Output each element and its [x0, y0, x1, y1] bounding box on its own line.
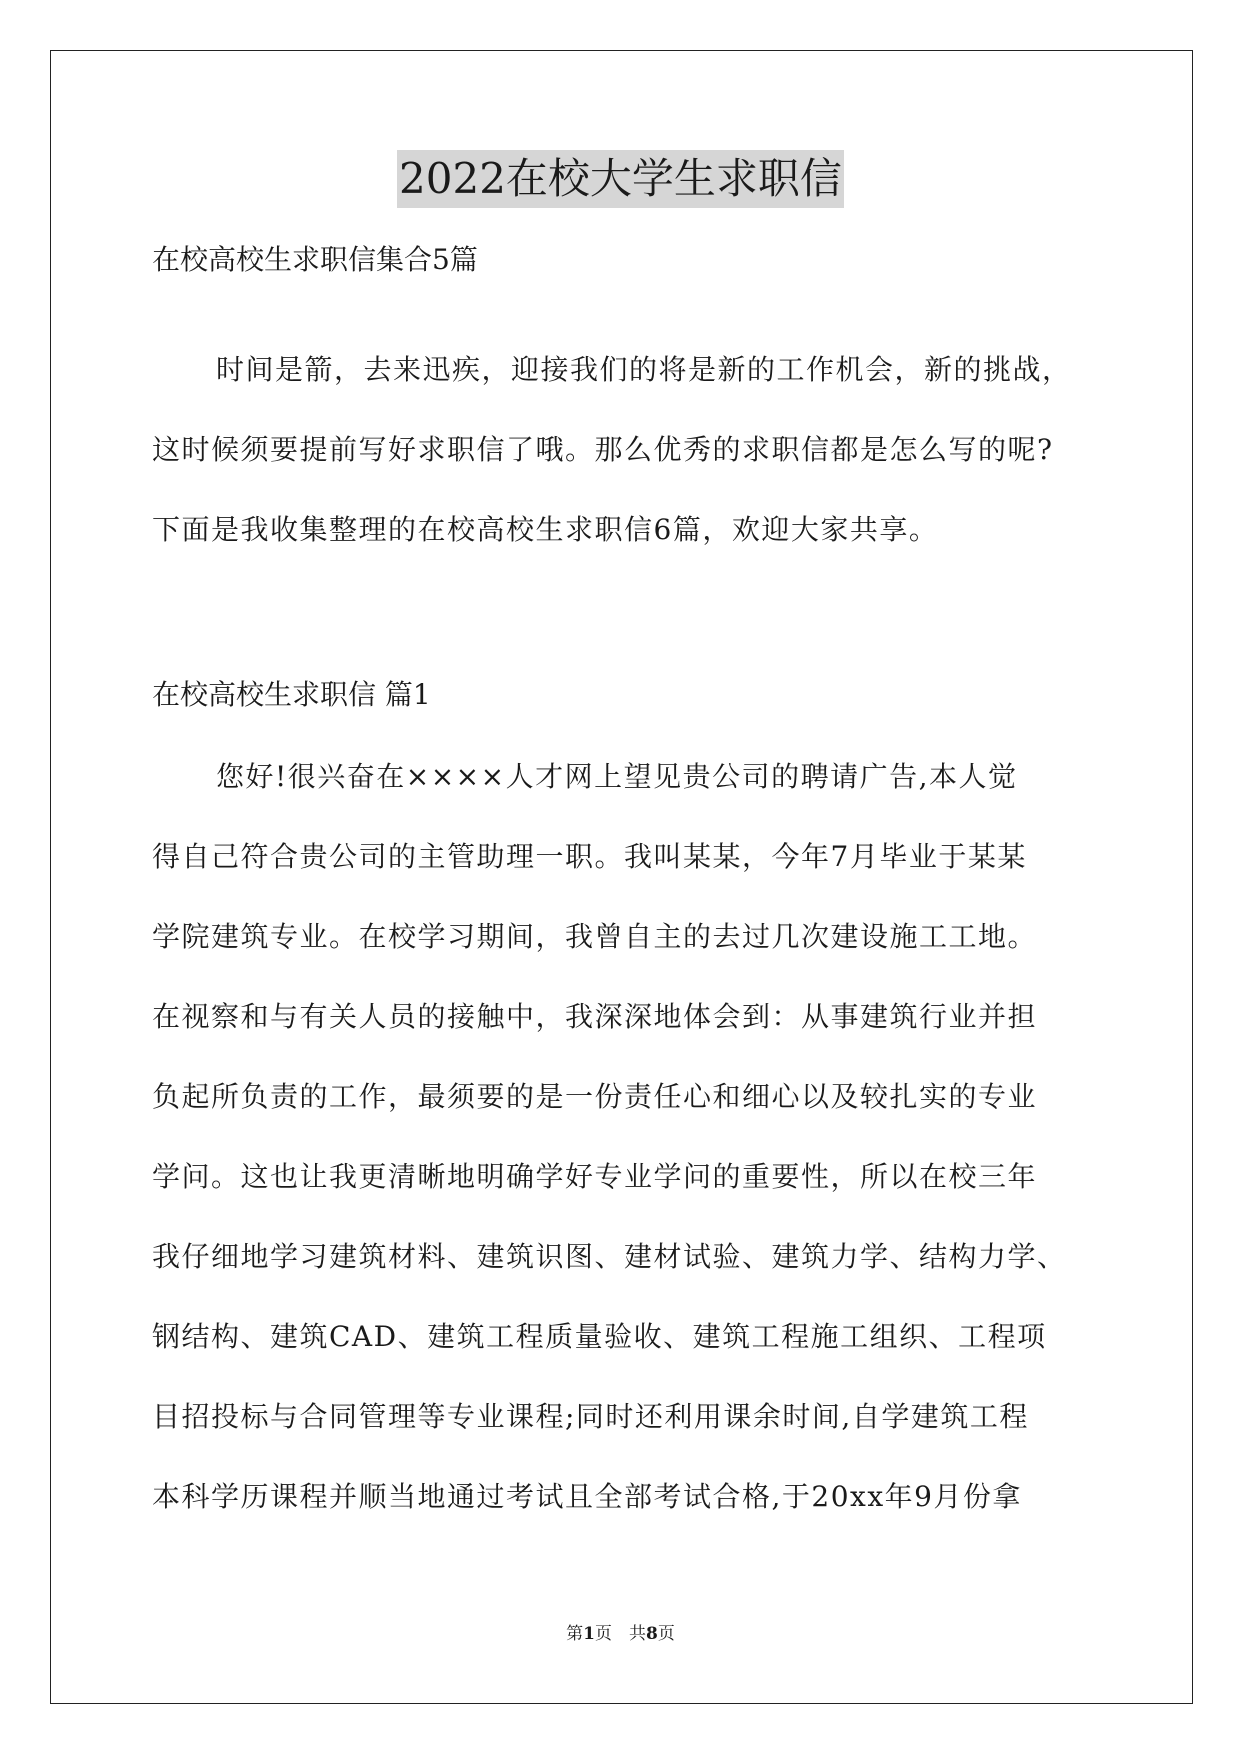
intro-paragraph [152, 330, 1112, 570]
footer-page-total: 8 [646, 1624, 658, 1644]
page-footer [0, 1622, 1241, 1646]
paragraph-line: 目招投标与合同管理等专业课程;同时还利用课余时间,自学建筑工程 [152, 1400, 1029, 1433]
paragraph-line: 得自己符合贵公司的主管助理一职。我叫某某，今年7月毕业于某某 [152, 840, 1027, 873]
paragraph-line: 在视察和与有关人员的接触中，我深深地体会到：从事建筑行业并担 [152, 1000, 1038, 1033]
footer-page-prefix: 第 [566, 1624, 584, 1644]
document-subtitle: 在校高校生求职信集合5篇 [152, 243, 478, 276]
section-heading: 在校高校生求职信 篇1 [152, 678, 431, 711]
document-title: 2022在校大学生求职信 [397, 150, 844, 208]
footer-page-current: 1 [583, 1624, 595, 1644]
paragraph-line: 学问。这也让我更清晰地明确学好专业学问的重要性，所以在校三年 [152, 1160, 1038, 1193]
paragraph-line: 这时候须要提前写好求职信了哦。那么优秀的求职信都是怎么写的呢? [152, 433, 1054, 466]
paragraph-line: 您好!很兴奋在××××人才网上望见贵公司的聘请广告,本人觉 [216, 760, 1018, 793]
paragraph-line: 本科学历课程并顺当地通过考试且全部考试合格,于20xx年9月份拿 [152, 1480, 1022, 1513]
paragraph-line: 我仔细地学习建筑材料、建筑识图、建材试验、建筑力学、结构力学、 [152, 1240, 1067, 1273]
footer-page-suffix: 页 [657, 1624, 675, 1644]
title-container [0, 150, 1241, 208]
paragraph-line: 时间是箭，去来迅疾，迎接我们的将是新的工作机会，新的挑战， [216, 353, 1072, 386]
paragraph-line: 钢结构、建筑CAD、建筑工程质量验收、建筑工程施工组织、工程项 [152, 1320, 1047, 1353]
letter-paragraph [152, 737, 1112, 1537]
paragraph-line: 下面是我收集整理的在校高校生求职信6篇，欢迎大家共享。 [152, 513, 939, 546]
footer-page-mid: 页 共 [595, 1624, 646, 1644]
paragraph-line: 负起所负责的工作，最须要的是一份责任心和细心以及较扎实的专业 [152, 1080, 1038, 1113]
paragraph-line: 学院建筑专业。在校学习期间，我曾自主的去过几次建设施工工地。 [152, 920, 1038, 953]
